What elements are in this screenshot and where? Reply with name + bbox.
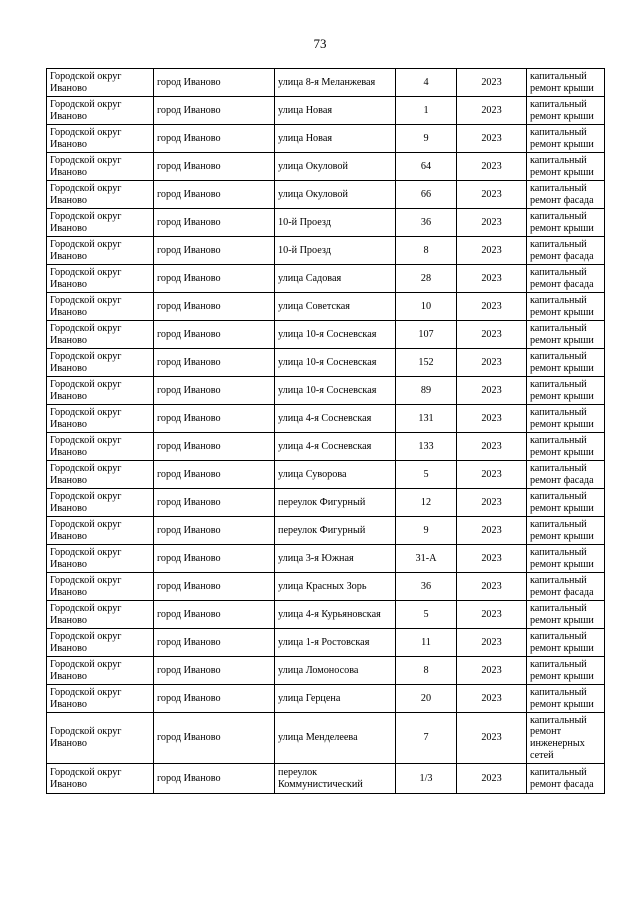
street-cell: улица Окуловой <box>275 153 396 181</box>
house-number-cell: 66 <box>396 181 457 209</box>
city-cell: город Иваново <box>154 125 275 153</box>
work-type-cell: капитальный ремонт фасада <box>527 265 605 293</box>
city-cell: город Иваново <box>154 69 275 97</box>
house-number-cell: 64 <box>396 153 457 181</box>
street-cell: улица 10-я Сосневская <box>275 349 396 377</box>
district-cell: Городской округ Иваново <box>47 97 154 125</box>
year-cell: 2023 <box>457 349 527 377</box>
year-cell: 2023 <box>457 69 527 97</box>
street-cell: улица 4-я Сосневская <box>275 405 396 433</box>
house-number-cell: 10 <box>396 293 457 321</box>
page-number: 73 <box>313 36 327 51</box>
year-cell: 2023 <box>457 489 527 517</box>
repair-schedule-table <box>46 68 605 794</box>
house-number-cell: 152 <box>396 349 457 377</box>
street-cell: улица 10-я Сосневская <box>275 377 396 405</box>
street-cell: 10-й Проезд <box>275 237 396 265</box>
city-cell: город Иваново <box>154 349 275 377</box>
city-cell: город Иваново <box>154 685 275 713</box>
house-number-cell: 9 <box>396 125 457 153</box>
year-cell: 2023 <box>457 377 527 405</box>
work-type-cell: капитальный ремонт крыши <box>527 153 605 181</box>
district-cell: Городской округ Иваново <box>47 209 154 237</box>
work-type-cell: капитальный ремонт крыши <box>527 433 605 461</box>
street-cell: улица Советская <box>275 293 396 321</box>
work-type-cell: капитальный ремонт крыши <box>527 489 605 517</box>
table-row <box>47 237 605 265</box>
city-cell: город Иваново <box>154 181 275 209</box>
house-number-cell: 4 <box>396 69 457 97</box>
house-number-cell: 7 <box>396 713 457 764</box>
street-cell: улица 10-я Сосневская <box>275 321 396 349</box>
street-cell: 10-й Проезд <box>275 209 396 237</box>
table-row <box>47 265 605 293</box>
street-cell: улица Окуловой <box>275 181 396 209</box>
table-row <box>47 601 605 629</box>
city-cell: город Иваново <box>154 573 275 601</box>
house-number-cell: 20 <box>396 685 457 713</box>
year-cell: 2023 <box>457 405 527 433</box>
work-type-cell: капитальный ремонт крыши <box>527 517 605 545</box>
table-row <box>47 153 605 181</box>
street-cell: улица Садовая <box>275 265 396 293</box>
district-cell: Городской округ Иваново <box>47 545 154 573</box>
year-cell: 2023 <box>457 601 527 629</box>
house-number-cell: 5 <box>396 601 457 629</box>
table-row <box>47 573 605 601</box>
house-number-cell: 89 <box>396 377 457 405</box>
year-cell: 2023 <box>457 433 527 461</box>
work-type-cell: капитальный ремонт крыши <box>527 97 605 125</box>
district-cell: Городской округ Иваново <box>47 153 154 181</box>
year-cell: 2023 <box>457 237 527 265</box>
street-cell: улица 8-я Меланжевая <box>275 69 396 97</box>
street-cell: улица 3-я Южная <box>275 545 396 573</box>
district-cell: Городской округ Иваново <box>47 125 154 153</box>
street-cell: переулок Фигурный <box>275 489 396 517</box>
district-cell: Городской округ Иваново <box>47 629 154 657</box>
house-number-cell: 133 <box>396 433 457 461</box>
city-cell: город Иваново <box>154 601 275 629</box>
year-cell: 2023 <box>457 517 527 545</box>
house-number-cell: 8 <box>396 657 457 685</box>
table-row <box>47 545 605 573</box>
street-cell: улица Герцена <box>275 685 396 713</box>
street-cell: улица 4-я Курьяновская <box>275 601 396 629</box>
house-number-cell: 131 <box>396 405 457 433</box>
district-cell: Городской округ Иваново <box>47 713 154 764</box>
work-type-cell: капитальный ремонт инженерных сетей <box>527 713 605 764</box>
table-row <box>47 433 605 461</box>
year-cell: 2023 <box>457 125 527 153</box>
city-cell: город Иваново <box>154 629 275 657</box>
work-type-cell: капитальный ремонт фасада <box>527 181 605 209</box>
city-cell: город Иваново <box>154 153 275 181</box>
table-row <box>47 97 605 125</box>
district-cell: Городской округ Иваново <box>47 181 154 209</box>
district-cell: Городской округ Иваново <box>47 489 154 517</box>
district-cell: Городской округ Иваново <box>47 517 154 545</box>
city-cell: город Иваново <box>154 764 275 794</box>
district-cell: Городской округ Иваново <box>47 601 154 629</box>
city-cell: город Иваново <box>154 657 275 685</box>
district-cell: Городской округ Иваново <box>47 237 154 265</box>
district-cell: Городской округ Иваново <box>47 321 154 349</box>
city-cell: город Иваново <box>154 293 275 321</box>
work-type-cell: капитальный ремонт фасада <box>527 764 605 794</box>
year-cell: 2023 <box>457 573 527 601</box>
city-cell: город Иваново <box>154 97 275 125</box>
house-number-cell: 31-А <box>396 545 457 573</box>
city-cell: город Иваново <box>154 377 275 405</box>
table-row <box>47 713 605 764</box>
work-type-cell: капитальный ремонт фасада <box>527 237 605 265</box>
year-cell: 2023 <box>457 293 527 321</box>
work-type-cell: капитальный ремонт крыши <box>527 321 605 349</box>
year-cell: 2023 <box>457 97 527 125</box>
district-cell: Городской округ Иваново <box>47 573 154 601</box>
year-cell: 2023 <box>457 545 527 573</box>
work-type-cell: капитальный ремонт крыши <box>527 405 605 433</box>
table-row <box>47 321 605 349</box>
work-type-cell: капитальный ремонт крыши <box>527 601 605 629</box>
year-cell: 2023 <box>457 181 527 209</box>
district-cell: Городской округ Иваново <box>47 405 154 433</box>
house-number-cell: 28 <box>396 265 457 293</box>
year-cell: 2023 <box>457 685 527 713</box>
city-cell: город Иваново <box>154 517 275 545</box>
city-cell: город Иваново <box>154 321 275 349</box>
street-cell: улица 4-я Сосневская <box>275 433 396 461</box>
street-cell: переулок Коммунистический <box>275 764 396 794</box>
house-number-cell: 12 <box>396 489 457 517</box>
street-cell: улица Новая <box>275 97 396 125</box>
work-type-cell: капитальный ремонт крыши <box>527 209 605 237</box>
city-cell: город Иваново <box>154 433 275 461</box>
house-number-cell: 36 <box>396 573 457 601</box>
table-row <box>47 764 605 794</box>
table-row <box>47 461 605 489</box>
year-cell: 2023 <box>457 764 527 794</box>
house-number-cell: 11 <box>396 629 457 657</box>
district-cell: Городской округ Иваново <box>47 377 154 405</box>
house-number-cell: 1 <box>396 97 457 125</box>
table-row <box>47 293 605 321</box>
street-cell: переулок Фигурный <box>275 517 396 545</box>
year-cell: 2023 <box>457 657 527 685</box>
work-type-cell: капитальный ремонт крыши <box>527 293 605 321</box>
year-cell: 2023 <box>457 209 527 237</box>
table-row <box>47 69 605 97</box>
house-number-cell: 9 <box>396 517 457 545</box>
house-number-cell: 1/3 <box>396 764 457 794</box>
work-type-cell: капитальный ремонт фасада <box>527 573 605 601</box>
table-row <box>47 405 605 433</box>
street-cell: улица Ломоносова <box>275 657 396 685</box>
district-cell: Городской округ Иваново <box>47 764 154 794</box>
table-row <box>47 629 605 657</box>
table-body <box>47 69 605 794</box>
table-row <box>47 209 605 237</box>
table-row <box>47 517 605 545</box>
table-row <box>47 489 605 517</box>
work-type-cell: капитальный ремонт крыши <box>527 349 605 377</box>
work-type-cell: капитальный ремонт крыши <box>527 545 605 573</box>
street-cell: улица Суворова <box>275 461 396 489</box>
city-cell: город Иваново <box>154 237 275 265</box>
street-cell: улица Красных Зорь <box>275 573 396 601</box>
district-cell: Городской округ Иваново <box>47 433 154 461</box>
district-cell: Городской округ Иваново <box>47 293 154 321</box>
city-cell: город Иваново <box>154 489 275 517</box>
house-number-cell: 5 <box>396 461 457 489</box>
table-row <box>47 349 605 377</box>
district-cell: Городской округ Иваново <box>47 685 154 713</box>
table-row <box>47 657 605 685</box>
district-cell: Городской округ Иваново <box>47 265 154 293</box>
district-cell: Городской округ Иваново <box>47 657 154 685</box>
city-cell: город Иваново <box>154 209 275 237</box>
district-cell: Городской округ Иваново <box>47 349 154 377</box>
city-cell: город Иваново <box>154 713 275 764</box>
city-cell: город Иваново <box>154 461 275 489</box>
year-cell: 2023 <box>457 321 527 349</box>
city-cell: город Иваново <box>154 545 275 573</box>
house-number-cell: 8 <box>396 237 457 265</box>
year-cell: 2023 <box>457 265 527 293</box>
table-row <box>47 125 605 153</box>
year-cell: 2023 <box>457 713 527 764</box>
work-type-cell: капитальный ремонт крыши <box>527 125 605 153</box>
work-type-cell: капитальный ремонт крыши <box>527 657 605 685</box>
table-row <box>47 181 605 209</box>
work-type-cell: капитальный ремонт крыши <box>527 377 605 405</box>
street-cell: улица Менделеева <box>275 713 396 764</box>
year-cell: 2023 <box>457 153 527 181</box>
house-number-cell: 36 <box>396 209 457 237</box>
work-type-cell: капитальный ремонт крыши <box>527 685 605 713</box>
street-cell: улица 1-я Ростовская <box>275 629 396 657</box>
district-cell: Городской округ Иваново <box>47 461 154 489</box>
district-cell: Городской округ Иваново <box>47 69 154 97</box>
year-cell: 2023 <box>457 629 527 657</box>
work-type-cell: капитальный ремонт крыши <box>527 69 605 97</box>
city-cell: город Иваново <box>154 265 275 293</box>
table-row <box>47 685 605 713</box>
table-row <box>47 377 605 405</box>
work-type-cell: капитальный ремонт крыши <box>527 629 605 657</box>
work-type-cell: капитальный ремонт фасада <box>527 461 605 489</box>
city-cell: город Иваново <box>154 405 275 433</box>
house-number-cell: 107 <box>396 321 457 349</box>
street-cell: улица Новая <box>275 125 396 153</box>
year-cell: 2023 <box>457 461 527 489</box>
